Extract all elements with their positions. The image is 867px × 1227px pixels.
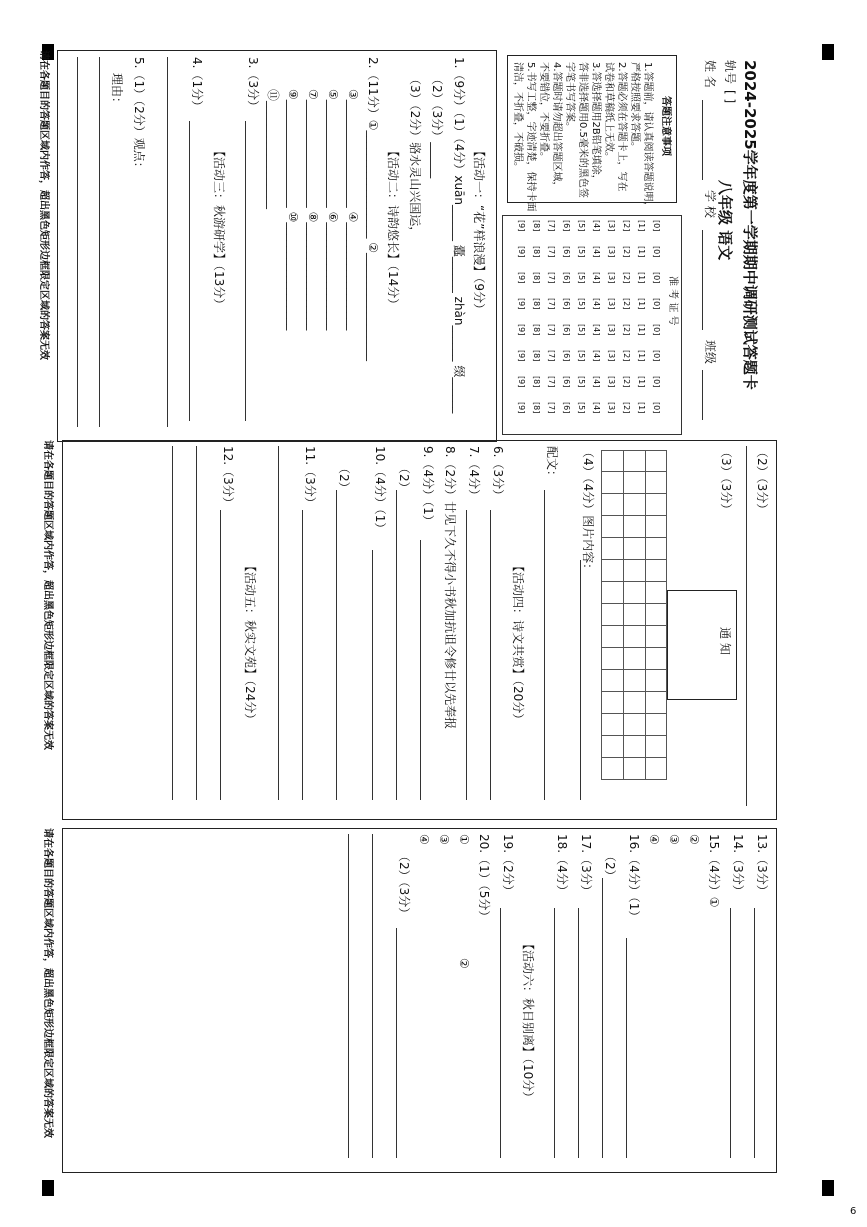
digit-bubble[interactable]: [6] (562, 220, 571, 232)
answer-line[interactable] (372, 834, 373, 1158)
notice-line: 严格按照要求答题。 (629, 62, 640, 152)
digit-bubble[interactable]: [7] (547, 350, 556, 362)
answer-line[interactable] (348, 834, 349, 1158)
q16[interactable]: 16.（4分）（1） (627, 834, 641, 923)
essay-grid-cell[interactable] (623, 670, 645, 692)
answer-line[interactable] (278, 446, 279, 800)
answer-line[interactable] (730, 908, 731, 1158)
q4-4[interactable]: （4）（4分）图片内容： (581, 446, 595, 576)
q2-row-5[interactable]: ⑨__________________ ⑩__________________ (286, 89, 300, 331)
digit-bubble[interactable]: [0] (652, 298, 661, 310)
q20-circle-3[interactable]: ③ (437, 834, 451, 845)
answer-line[interactable] (602, 878, 603, 1158)
q1[interactable]: 1.（9分）（1）（4分）xuān______ 蠹______ zhàn______ 缀______ (452, 57, 466, 414)
q10[interactable]: 10.（4分）（1） (373, 446, 387, 535)
digit-bubble[interactable]: [9] (517, 402, 526, 414)
digit-bubble[interactable]: [3] (607, 402, 616, 414)
digit-bubble[interactable]: [5] (577, 402, 586, 414)
q5-reason[interactable]: 理由： (110, 73, 124, 110)
digit-bubble[interactable]: [9] (517, 350, 526, 362)
q2-row-6[interactable]: ⑪__________________ (266, 89, 280, 210)
essay-grid-cell[interactable] (623, 538, 645, 560)
answer-line[interactable] (554, 908, 555, 1158)
answer-line[interactable] (220, 510, 221, 800)
seat-bracket[interactable]: [ ] (723, 90, 737, 104)
digit-bubble[interactable]: [4] (592, 298, 601, 310)
school-label: 学 校 (703, 190, 717, 218)
essay-grid-cell[interactable] (645, 560, 667, 582)
digit-bubble[interactable]: [9] (517, 246, 526, 258)
essay-grid-cell[interactable] (623, 560, 645, 582)
digit-bubble[interactable]: [8] (532, 272, 541, 284)
essay-label[interactable]: 配文： (545, 446, 559, 483)
q1-part-2[interactable]: （2）（3分）______ (430, 73, 444, 179)
essay-grid-cell[interactable] (645, 626, 667, 648)
notice-box-title: 通 知 (718, 627, 732, 655)
essay-grid-cell[interactable] (645, 516, 667, 538)
essay-grid-cell[interactable] (623, 714, 645, 736)
digit-bubble[interactable]: [7] (547, 220, 556, 232)
answer-line[interactable] (77, 57, 78, 427)
essay-grid-cell[interactable] (645, 582, 667, 604)
q8[interactable]: 8.（2分）廿见下久不得小书秋加抗诅令修廿以先奉报 (443, 446, 457, 730)
notice-line: 2.答题必须在答题卡上，写在 (616, 62, 627, 192)
digit-bubble[interactable]: [8] (532, 220, 541, 232)
notice-line: 4.答题时请勿超出答题区域， (551, 62, 562, 192)
class-field[interactable] (702, 370, 703, 420)
notice-line: 5.书写工整，字迹清楚，保持卡面 (525, 62, 536, 212)
digit-bubble[interactable]: [1] (637, 324, 646, 336)
q11[interactable]: 11.（3分） (303, 446, 317, 509)
essay-grid-cell[interactable] (623, 626, 645, 648)
essay-grid-cell[interactable] (601, 692, 623, 714)
essay-grid-cell[interactable] (623, 494, 645, 516)
digit-bubble[interactable]: [5] (577, 350, 586, 362)
digit-bubble[interactable]: [3] (607, 298, 616, 310)
notice-line: 试卷和草稿纸上无效。 (603, 62, 614, 162)
activity-3-heading: 【活动三：秋游研学】（13分） (212, 145, 226, 311)
essay-grid-cell[interactable] (623, 692, 645, 714)
digit-bubble[interactable]: [5] (577, 324, 586, 336)
digit-bubble[interactable]: [7] (547, 298, 556, 310)
digit-bubble[interactable]: [1] (637, 272, 646, 284)
essay-grid-cell[interactable] (645, 714, 667, 736)
answer-line[interactable] (466, 510, 467, 800)
q2-row-2[interactable]: ③__________________ ④__________________ (346, 89, 360, 331)
answer-line[interactable] (500, 908, 501, 1158)
digit-bubble[interactable]: [4] (592, 246, 601, 258)
answer-line[interactable] (336, 490, 337, 800)
digit-bubble[interactable]: [0] (652, 246, 661, 258)
essay-grid-cell[interactable] (645, 538, 667, 560)
answer-line[interactable] (580, 560, 581, 800)
q2-row-4[interactable]: ⑦__________________ ⑧__________________ (306, 89, 320, 331)
essay-grid-cell[interactable] (623, 758, 645, 780)
activity-2-heading: 【活动二：诗韵悠长】（14分） (386, 145, 400, 311)
digit-bubble[interactable]: [0] (652, 324, 661, 336)
notice-box (507, 55, 677, 212)
digit-bubble[interactable]: [1] (637, 350, 646, 362)
digit-bubble[interactable]: [5] (577, 246, 586, 258)
digit-bubble[interactable]: [0] (652, 350, 661, 362)
digit-bubble[interactable]: [4] (592, 376, 601, 388)
digit-bubble[interactable]: [6] (562, 402, 571, 414)
q14[interactable]: 14.（3分） (731, 834, 745, 897)
answer-line[interactable] (396, 490, 397, 800)
essay-grid-cell[interactable] (645, 604, 667, 626)
digit-bubble[interactable]: [2] (622, 402, 631, 414)
digit-bubble[interactable]: [3] (607, 324, 616, 336)
answer-line[interactable] (578, 908, 579, 1158)
answer-line[interactable] (302, 510, 303, 800)
digit-bubble[interactable]: [5] (577, 272, 586, 284)
column-2-content (62, 440, 777, 820)
digit-bubble[interactable]: [4] (592, 220, 601, 232)
notice-template-box (667, 590, 737, 700)
answer-line[interactable] (746, 446, 747, 806)
essay-grid-cell[interactable] (601, 736, 623, 758)
digit-bubble[interactable]: [1] (637, 402, 646, 414)
q20-circle-1[interactable]: ① (457, 834, 471, 845)
essay-grid-cell[interactable] (645, 450, 667, 472)
q6[interactable]: 6.（3分） (491, 446, 505, 502)
digit-bubble[interactable]: [5] (577, 220, 586, 232)
digit-bubble[interactable]: [8] (532, 350, 541, 362)
essay-grid-cell[interactable] (645, 472, 667, 494)
essay-grid-cell[interactable] (645, 692, 667, 714)
grade-subject: 八年级 语文 (716, 180, 734, 261)
q2-row-3[interactable]: ⑤__________________ ⑥__________________ (326, 89, 340, 331)
digit-bubble[interactable]: [5] (577, 376, 586, 388)
q15-3[interactable]: ③ (667, 834, 681, 845)
name-field[interactable] (702, 100, 703, 180)
digit-bubble[interactable]: [9] (517, 376, 526, 388)
digit-bubble[interactable]: [6] (562, 350, 571, 362)
digit-bubble[interactable]: [1] (637, 220, 646, 232)
digit-bubble[interactable]: [1] (637, 246, 646, 258)
exam-number-grid (502, 215, 682, 435)
notice-line: 1.答题前，请认真阅读答题说明， (642, 62, 653, 212)
digit-bubble[interactable]: [8] (532, 298, 541, 310)
digit-bubble[interactable]: [3] (607, 350, 616, 362)
q9[interactable]: 9.（4分）（1） (421, 446, 435, 527)
essay-grid-cell[interactable] (601, 648, 623, 670)
answer-line[interactable] (544, 490, 545, 800)
answer-line[interactable] (396, 928, 397, 1158)
digit-bubble[interactable]: [0] (652, 402, 661, 414)
digit-bubble[interactable]: [9] (517, 298, 526, 310)
class-label: 班级 (703, 340, 717, 365)
digit-bubble[interactable]: [9] (517, 220, 526, 232)
digit-bubble[interactable]: [2] (622, 246, 631, 258)
digit-bubble[interactable]: [9] (517, 324, 526, 336)
answer-line[interactable] (189, 121, 190, 421)
essay-grid-cell[interactable] (645, 648, 667, 670)
essay-grid-cell[interactable] (623, 648, 645, 670)
digit-bubble[interactable]: [6] (562, 376, 571, 388)
digit-bubble[interactable]: [3] (607, 220, 616, 232)
digit-bubble[interactable]: [4] (592, 324, 601, 336)
essay-grid-cell[interactable] (623, 582, 645, 604)
digit-bubble[interactable]: [3] (607, 272, 616, 284)
essay-grid-cell[interactable] (601, 582, 623, 604)
q15-2[interactable]: ② (687, 834, 701, 845)
q4[interactable]: 4.（1分） (190, 57, 204, 113)
essay-grid-cell[interactable] (601, 626, 623, 648)
digit-bubble[interactable]: [2] (622, 376, 631, 388)
col1-footer: 请在各题目的答题区域内作答，超出黑色矩形边框限定区域的答案无效 (38, 50, 49, 360)
essay-grid-cell[interactable] (601, 670, 623, 692)
essay-grid-cell[interactable] (601, 758, 623, 780)
q7[interactable]: 7.（4分） (467, 446, 481, 502)
digit-bubble[interactable]: [6] (562, 298, 571, 310)
q10-2[interactable]: （2） (337, 462, 351, 494)
school-field[interactable] (702, 230, 703, 330)
digit-bubble[interactable]: [0] (652, 220, 661, 232)
essay-grid-cell[interactable] (601, 516, 623, 538)
essay-grid-cell[interactable] (623, 472, 645, 494)
answer-line[interactable] (99, 57, 100, 427)
answer-line[interactable] (420, 540, 421, 800)
digit-bubble[interactable]: [2] (622, 272, 631, 284)
digit-bubble[interactable]: [9] (517, 272, 526, 284)
question-panel-1 (57, 50, 497, 442)
name-label: 姓 名 (703, 60, 717, 88)
activity-5-heading: 【活动五：秋实文苑】（24分） (243, 560, 257, 726)
q1-part-3[interactable]: （3）（2分）骆水灵山兴国运， (408, 73, 422, 239)
answer-line[interactable] (372, 550, 373, 800)
digit-bubble[interactable]: [7] (547, 246, 556, 258)
q15-4[interactable]: ④ (647, 834, 661, 845)
essay-grid-cell[interactable] (601, 472, 623, 494)
digit-bubble[interactable]: [1] (637, 376, 646, 388)
q3-3[interactable]: （3）（3分） (719, 446, 733, 516)
activity-4-heading: 【活动四：诗文共赏】（20分） (511, 560, 525, 726)
answer-line[interactable] (196, 446, 197, 800)
essay-grid-cell[interactable] (623, 604, 645, 626)
digit-bubble[interactable]: [4] (592, 402, 601, 414)
essay-grid-cell[interactable] (601, 714, 623, 736)
digit-bubble[interactable]: [6] (562, 324, 571, 336)
notice-line: 不要错位，不要折叠。 (538, 62, 549, 162)
digit-bubble[interactable]: [7] (547, 376, 556, 388)
q18[interactable]: 18.（4分） (555, 834, 569, 897)
digit-bubble[interactable]: [3] (607, 246, 616, 258)
digit-bubble[interactable]: [1] (637, 298, 646, 310)
essay-grid-cell[interactable] (645, 494, 667, 516)
essay-grid-cell[interactable] (645, 670, 667, 692)
essay-grid-cell[interactable] (623, 450, 645, 472)
notice-line: 3.答选择题用2B铅笔填涂， (590, 62, 601, 185)
exam-number-header: 准 考 证 号 (667, 276, 678, 326)
answer-line[interactable] (490, 510, 491, 800)
q9-2[interactable]: （2） (397, 462, 411, 494)
page-number: 6 (850, 1206, 857, 1217)
digit-bubble[interactable]: [2] (622, 324, 631, 336)
q20-circle-4[interactable]: ④ (417, 834, 431, 845)
essay-grid-cell[interactable] (601, 604, 623, 626)
q20-2[interactable]: （2）（3分） (397, 850, 411, 920)
digit-bubble[interactable]: [6] (562, 246, 571, 258)
digit-bubble[interactable]: [7] (547, 272, 556, 284)
seat-label: 轨号 (723, 60, 737, 85)
q15[interactable]: 15.（4分）① (707, 834, 721, 908)
notice-line: 字笔书写答案。 (564, 62, 575, 132)
answer-line[interactable] (626, 938, 627, 1158)
col3-footer: 请在各题目的答题区域内作答，超出黑色矩形边框限定区域的答案无效 (42, 828, 53, 1138)
sheet-title: 2024-2025学年度第一学期期中调研测试答题卡 (741, 60, 759, 390)
essay-grid-cell[interactable] (645, 758, 667, 780)
q13[interactable]: 13.（3分） (755, 834, 769, 897)
essay-grid-cell[interactable] (601, 450, 623, 472)
answer-line[interactable] (172, 446, 173, 800)
digit-bubble[interactable]: [0] (652, 272, 661, 284)
digit-bubble[interactable]: [8] (532, 376, 541, 388)
essay-grid-cell[interactable] (623, 736, 645, 758)
q17[interactable]: 17.（3分） (579, 834, 593, 897)
digit-bubble[interactable]: [2] (622, 298, 631, 310)
digit-bubble[interactable]: [4] (592, 350, 601, 362)
q12[interactable]: 12.（3分） (221, 446, 235, 509)
essay-grid-cell[interactable] (623, 516, 645, 538)
q3[interactable]: 3.（3分） (246, 57, 260, 113)
answer-line[interactable] (754, 908, 755, 1158)
q19[interactable]: 19.（2分） (501, 834, 515, 897)
notice-line: 答非选择题用0.5毫米的黑色签 (577, 62, 588, 198)
q20-circle-2[interactable]: ② (457, 958, 471, 969)
digit-bubble[interactable]: [4] (592, 272, 601, 284)
digit-bubble[interactable]: [5] (577, 298, 586, 310)
essay-grid-cell[interactable] (601, 560, 623, 582)
digit-bubble[interactable]: [8] (532, 246, 541, 258)
essay-grid-cell[interactable] (601, 494, 623, 516)
answer-line[interactable] (245, 121, 246, 421)
activity-1-heading: 【活动一：“花”样浪漫】（9分） (472, 145, 486, 316)
digit-bubble[interactable]: [2] (622, 220, 631, 232)
digit-bubble[interactable]: [0] (652, 376, 661, 388)
digit-bubble[interactable]: [7] (547, 324, 556, 336)
answer-line[interactable] (167, 57, 168, 427)
digit-bubble[interactable]: [7] (547, 402, 556, 414)
activity-6-heading: 【活动六：秋日别离】（10分） (521, 938, 535, 1104)
digit-bubble[interactable]: [8] (532, 402, 541, 414)
digit-bubble[interactable]: [6] (562, 272, 571, 284)
notice-line: 清洁，不折叠，不破损。 (512, 62, 523, 172)
q2-2[interactable]: （2）（3分） (755, 446, 769, 516)
essay-grid-cell[interactable] (645, 736, 667, 758)
q16-2[interactable]: （2） (603, 850, 617, 882)
digit-bubble[interactable]: [2] (622, 350, 631, 362)
digit-bubble[interactable]: [8] (532, 324, 541, 336)
q20[interactable]: 20.（1）（5分） (477, 834, 491, 923)
q2[interactable]: 2.（11分）①__________________ ②__________________ (366, 57, 380, 362)
q5[interactable]: 5.（1）（2分）观点： (132, 57, 146, 174)
notice-title: 答题注意事项 (660, 96, 671, 156)
column-3-content (62, 828, 777, 1173)
essay-grid-cell[interactable] (601, 538, 623, 560)
col2-footer: 请在各题目的答题区域内作答，超出黑色矩形边框限定区域的答案无效 (42, 440, 53, 750)
digit-bubble[interactable]: [3] (607, 376, 616, 388)
